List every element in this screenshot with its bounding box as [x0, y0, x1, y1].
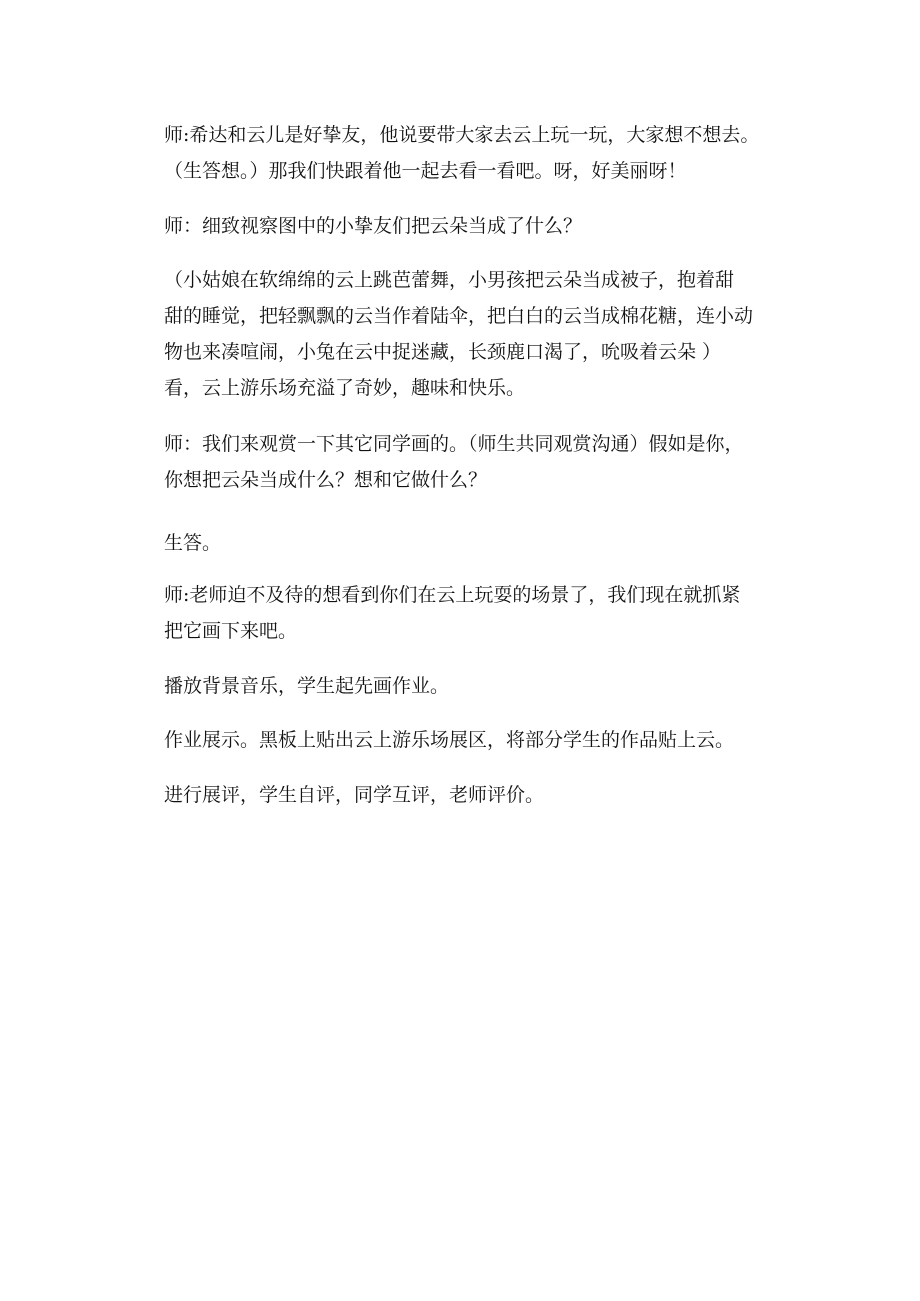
paragraph-line: 甜的睡觉，把轻飘飘的云当作着陆伞，把白白的云当成棉花糖，连小动: [164, 305, 754, 327]
paragraph-music-drawing: [164, 668, 804, 704]
paragraph-student-answer: [164, 525, 804, 561]
paragraph-line: 播放背景音乐，学生起先画作业。: [164, 675, 450, 697]
paragraph-line: 师:希达和云儿是好挚友，他说要带大家去云上玩一玩，大家想不想去。: [164, 124, 760, 146]
paragraph-teacher-instruction: [164, 577, 804, 649]
paragraph-line: （生答想。）那我们快跟着他一起去看一看吧。呀，好美丽呀！: [164, 160, 687, 182]
paragraph-line: 看，云上游乐场充溢了奇妙，趣味和快乐。: [164, 377, 526, 399]
paragraph-teacher-intro: [164, 117, 804, 189]
paragraph-line: 进行展评，学生自评，同学互评，老师评价。: [164, 784, 545, 806]
paragraph-line: 生答。: [164, 532, 222, 554]
paragraph-evaluation: [164, 777, 804, 813]
paragraph-teacher-question: [164, 208, 804, 244]
paragraph-teacher-appreciation: [164, 426, 804, 498]
paragraph-line: 把它画下来吧。: [164, 620, 298, 642]
paragraph-work-display: [164, 722, 804, 758]
paragraph-line: 师：细致视察图中的小挚友们把云朵当成了什么？: [164, 215, 583, 237]
paragraph-line: 师:老师迫不及待的想看到你们在云上玩耍的场景了，我们现在就抓紧: [164, 584, 741, 606]
paragraph-line: 作业展示。黑板上贴出云上游乐场展区，将部分学生的作品贴上云。: [164, 729, 735, 751]
paragraph-line: 师：我们来观赏一下其它同学画的。（师生共同观赏沟通）假如是你，: [164, 433, 744, 455]
paragraph-picture-description: [164, 262, 804, 406]
paragraph-line: 物也来凑喧闹，小兔在云中捉迷藏，长颈鹿口渴了，吮吸着云朵 ）: [164, 341, 722, 363]
paragraph-line: 你想把云朵当成什么？想和它做什么？: [164, 469, 488, 491]
paragraph-line: （小姑娘在软绵绵的云上跳芭蕾舞，小男孩把云朵当成被子，抱着甜: [164, 269, 735, 291]
